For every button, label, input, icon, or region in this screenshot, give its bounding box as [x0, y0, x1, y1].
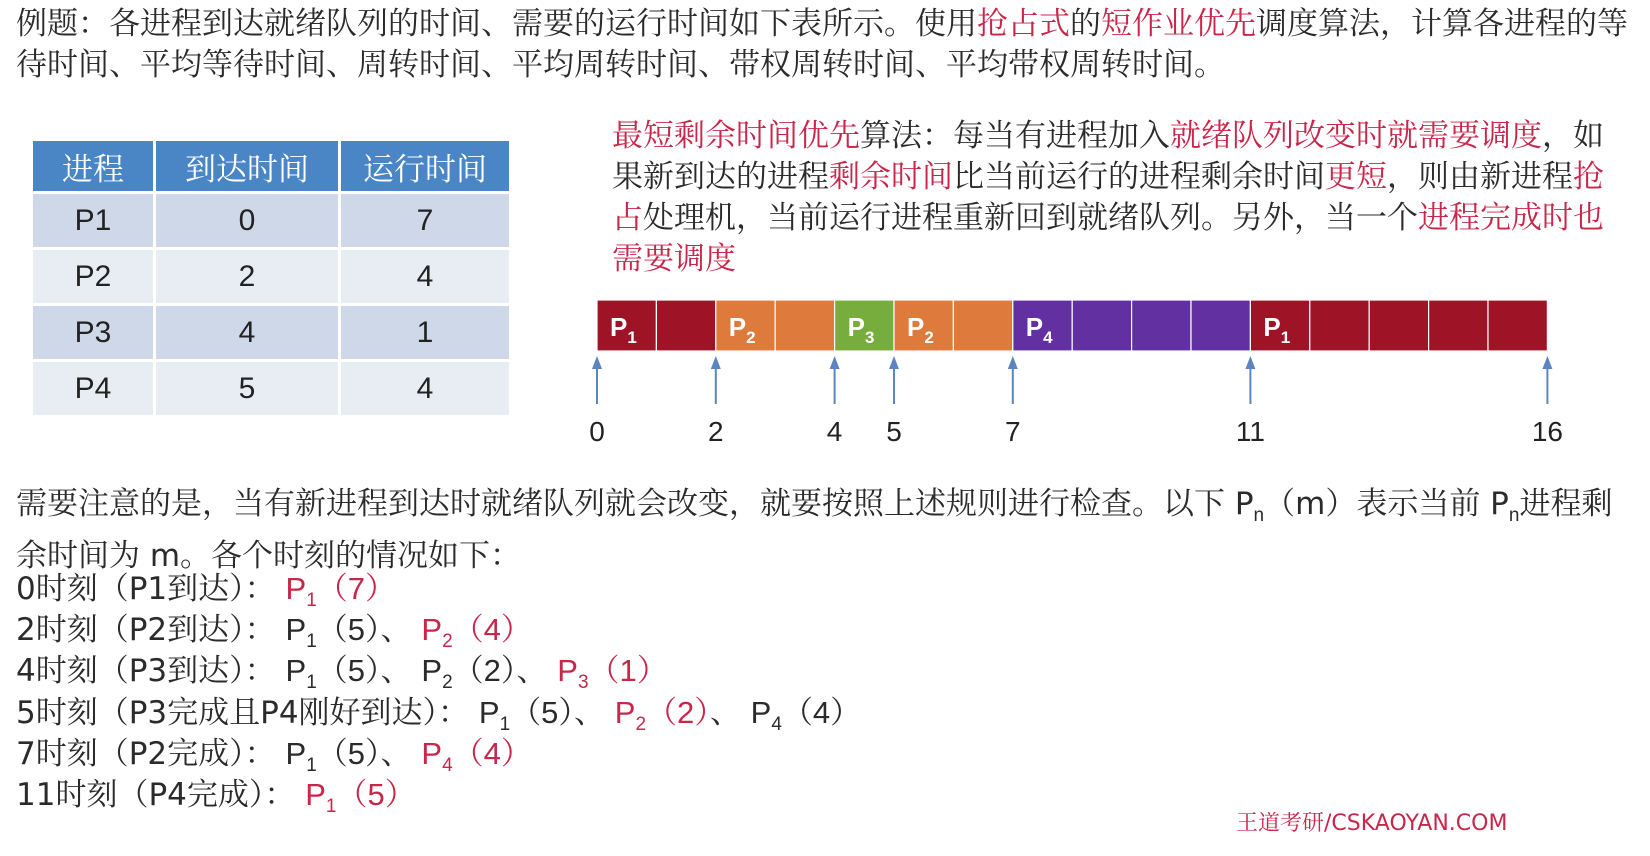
moment-separator: 、	[380, 612, 422, 649]
table-cell: 2	[156, 250, 338, 303]
moment-label: 2时刻（P2到达）：	[16, 612, 286, 649]
table-cell: 1	[341, 306, 509, 359]
moment-process-state: $P_3(1)$	[557, 653, 668, 694]
algo-text: ，则由新进程	[1387, 159, 1573, 195]
moment-label: 4时刻（P3到达）：	[16, 653, 286, 690]
moment-process-state: $P_1(7)$	[285, 571, 397, 612]
note-text: 进程剩余时间为 m。各个时刻的情况如下：	[16, 486, 1613, 575]
moment-process-state: $P_1(5)$	[285, 612, 381, 653]
note-subscript: n	[1508, 505, 1520, 527]
intro-text-3: 调度算法，计算各进程的等待时间、平均等待时间、周转时间、平均周转时间、带权周转时间、平均带权周转时间。	[16, 6, 1628, 83]
moment-process-state: $P_4(4)$	[750, 694, 862, 735]
table-cell: 4	[341, 362, 509, 415]
time-arrow-head	[1542, 356, 1552, 369]
header-arrival-time: 到达时间	[156, 141, 338, 191]
algo-text: 抢占	[612, 159, 1604, 236]
moment-process-state: $P_2(4)$	[421, 612, 532, 653]
time-tick-label: 0	[589, 416, 605, 447]
moment-process-state: $P_1(5)$	[285, 653, 381, 694]
gantt-cell-p1	[1310, 300, 1369, 351]
time-tick-label: 16	[1531, 416, 1563, 447]
table-cell: 4	[341, 250, 509, 303]
moment-process-state: $P_2(2)$	[421, 653, 517, 694]
time-tick-label: 7	[1005, 416, 1021, 447]
gantt-cell-p4	[1072, 300, 1131, 351]
moment-line	[16, 774, 416, 827]
algo-text: 最短剩余时间优先	[612, 118, 860, 154]
gantt-cell-p2	[953, 300, 1012, 351]
note-paragraph	[16, 484, 1636, 577]
time-tick-label: 2	[708, 416, 724, 447]
header-run-time: 运行时间	[341, 141, 509, 191]
table-cell: 7	[341, 194, 509, 247]
algo-text: 比当前运行的进程剩余时间	[953, 159, 1325, 195]
gantt-cell-p4	[1132, 300, 1191, 351]
algo-text: 更短	[1325, 159, 1387, 195]
intro-highlight-preemptive: 抢占式	[977, 6, 1070, 42]
intro-text-1: 例题：各进程到达就绪队列的时间、需要的运行时间如下表所示。使用	[16, 6, 977, 42]
gantt-segment-label: $P_1$	[1263, 312, 1291, 347]
intro-text-2: 的	[1070, 6, 1101, 42]
gantt-segment-label: $P_4$	[1025, 312, 1053, 347]
moment-separator: 、	[380, 735, 422, 772]
moment-separator: 、	[380, 653, 422, 690]
time-arrow-head	[889, 356, 899, 369]
note-text: 需要注意的是，当有新进程到达时就绪队列就会改变，就要按照上述规则进行检查。以下 P	[16, 486, 1254, 522]
time-arrow-head	[592, 356, 602, 369]
time-arrow-head	[711, 356, 721, 369]
gantt-segment-label: $P_3$	[847, 312, 875, 347]
moment-label: 0时刻（P1到达）：	[16, 571, 286, 607]
gantt-segment-label: $P_1$	[610, 312, 637, 347]
watermark	[1236, 812, 1650, 856]
algo-text: 算法：每当有进程加入	[860, 118, 1170, 154]
note-text: （m）表示当前 P	[1264, 486, 1509, 522]
algo-text: ，如果新到达的进程	[612, 118, 1604, 195]
time-arrow-head	[1008, 356, 1018, 369]
moment-label: 5时刻（P3完成且P4刚好到达）：	[16, 694, 479, 731]
table-cell: 5	[156, 362, 338, 415]
algo-text: 处理机，当前运行进程重新回到就绪队列。另外，当一个	[643, 200, 1418, 236]
time-tick-label: 4	[826, 416, 843, 447]
algo-text: 就绪队列改变时就需要调度	[1170, 118, 1542, 154]
moment-process-state: $P_1(5)$	[285, 735, 381, 776]
moment-label: 7时刻（P2完成）：	[16, 735, 286, 772]
gantt-cell-p2	[775, 300, 834, 351]
moment-process-state: $P_1(5)$	[478, 694, 574, 735]
gantt-cell-p1	[656, 300, 715, 351]
moment-label: 11时刻（P4完成）：	[16, 777, 306, 813]
moment-separator: 、	[516, 653, 558, 690]
time-tick-label: 5	[886, 416, 902, 447]
moment-separator: 、	[573, 694, 615, 731]
table-cell: 4	[156, 306, 338, 359]
time-arrow-head	[1245, 356, 1255, 369]
intro-highlight-sjf: 短作业优先	[1101, 6, 1256, 42]
header-process: 进程	[33, 141, 153, 191]
time-arrow-head	[830, 356, 840, 369]
moment-separator: 、	[709, 694, 751, 731]
table-cell: P2	[33, 250, 153, 303]
gantt-cell-p1	[1488, 300, 1547, 351]
table-cell: P4	[33, 362, 153, 415]
time-tick-label: 11	[1235, 416, 1265, 447]
note-subscript: n	[1253, 505, 1265, 527]
gantt-cell-p1	[1429, 300, 1488, 351]
table-cell: P3	[33, 306, 153, 359]
moment-process-state: $P_4(4)$	[421, 735, 532, 776]
moment-process-state: $P_2(2)$	[614, 694, 710, 735]
algo-text: 进程完成时也需要调度	[612, 200, 1604, 277]
table-cell: P1	[33, 194, 153, 247]
gantt-segment-label: $P_2$	[907, 312, 934, 347]
gantt-cell-p4	[1191, 300, 1250, 351]
gantt-cell-p1	[1369, 300, 1428, 351]
algo-text: 剩余时间	[829, 159, 953, 195]
moment-process-state: $P_1(5)$	[305, 777, 416, 818]
watermark-text: 王道考研/CSKAOYAN.COM	[1236, 812, 1508, 836]
gantt-segment-label: $P_2$	[728, 312, 756, 347]
table-cell: 0	[156, 194, 338, 247]
